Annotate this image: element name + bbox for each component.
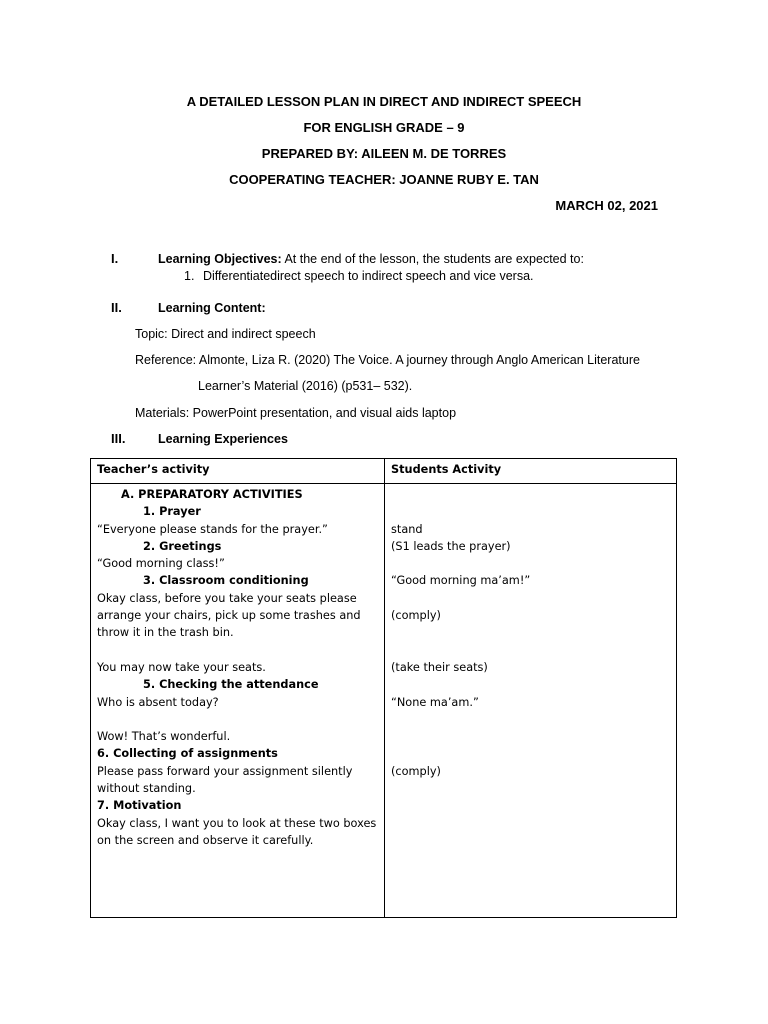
cooperating-teacher-line: COOPERATING TEACHER: JOANNE RUBY E. TAN <box>229 172 539 187</box>
student-activity-line <box>391 832 530 849</box>
column-divider <box>384 459 385 917</box>
teacher-activity-line <box>97 642 376 659</box>
student-activity-line <box>391 728 530 745</box>
student-activity-line <box>391 797 530 814</box>
objectives-text: At the end of the lesson, the students are expected to: <box>281 252 584 266</box>
experiences-label: Learning Experiences <box>158 432 288 446</box>
content-heading <box>158 300 266 316</box>
students-column-header: Students Activity <box>391 463 502 476</box>
teacher-activity-line: Please pass forward your assignment silently <box>97 764 353 778</box>
teacher-activity-line: “Everyone please stands for the prayer.” <box>97 522 328 536</box>
student-activity-line: (take their seats) <box>391 660 488 674</box>
teacher-activity-line: on the screen and observe it carefully. <box>97 833 314 847</box>
teacher-activity-line: Okay class, before you take your seats please <box>97 591 357 605</box>
header-divider <box>91 483 676 484</box>
teacher-column-header: Teacher’s activity <box>97 463 210 476</box>
student-activity-line <box>391 590 530 607</box>
section-numeral-content: II. <box>111 300 122 315</box>
student-activity-line <box>391 486 530 503</box>
teacher-activity-line: Wow! That’s wonderful. <box>97 730 231 744</box>
reference-continuation: Learner’s Material (2016) (p531– 532). <box>198 379 413 393</box>
teacher-activity-line: 5. Checking the attendance <box>143 678 319 692</box>
teacher-activity-line: throw it in the trash bin. <box>97 626 234 640</box>
teacher-activity-line <box>97 711 376 728</box>
student-activity-line <box>391 676 530 693</box>
student-activity-line: (comply) <box>391 764 441 778</box>
student-activity-line: “Good morning ma’am!” <box>391 574 531 588</box>
teacher-activity-line: “Good morning class!” <box>97 557 225 571</box>
student-activity-line <box>391 815 530 832</box>
content-label: Learning Content: <box>158 301 266 315</box>
topic-line: Topic: Direct and indirect speech <box>135 327 316 341</box>
teacher-activity-line: A. PREPARATORY ACTIVITIES <box>121 488 303 501</box>
section-numeral-objectives: I. <box>111 251 119 266</box>
objective-item-number: 1. <box>184 269 195 283</box>
student-activity-line: “None ma’am.” <box>391 695 479 709</box>
student-activity-line <box>391 624 530 641</box>
teacher-activity-line: 1. Prayer <box>143 505 201 519</box>
teacher-activity-line: You may now take your seats. <box>97 660 266 674</box>
student-activity-line: (S1 leads the prayer) <box>391 539 511 553</box>
materials-line: Materials: PowerPoint presentation, and visual aids laptop <box>135 406 457 420</box>
experiences-heading <box>158 431 288 447</box>
student-activity-line <box>391 745 530 762</box>
teacher-activity-line: 7. Motivation <box>97 799 182 813</box>
teacher-activity-line: 6. Collecting of assignments <box>97 747 278 761</box>
objectives-line <box>158 251 584 267</box>
reference-line: Reference: Almonte, Liza R. (2020) The Voice. A journey through Anglo American Literature <box>135 353 640 367</box>
teacher-activity-cell <box>97 486 376 849</box>
teacher-activity-line: arrange your chairs, pick up some trashes and <box>97 609 361 623</box>
grade-line: FOR ENGLISH GRADE – 9 <box>303 120 465 135</box>
teacher-activity-line: 2. Greetings <box>143 539 222 553</box>
student-activity-line <box>391 503 530 520</box>
objective-item-text: Differentiatedirect speech to indirect speech and vice versa. <box>203 269 534 283</box>
teacher-activity-line: without standing. <box>97 782 196 796</box>
teacher-activity-line: 3. Classroom conditioning <box>143 574 309 588</box>
student-activity-line <box>391 711 530 728</box>
student-activity-cell <box>391 486 530 849</box>
prepared-by-line: PREPARED BY: AILEEN M. DE TORRES <box>261 146 507 161</box>
document-title: A DETAILED LESSON PLAN IN DIRECT AND INDIRECT SPEECH <box>186 94 582 109</box>
section-numeral-experiences: III. <box>111 431 126 446</box>
teacher-activity-line: Okay class, I want you to look at these two boxes <box>97 816 377 830</box>
student-activity-line: (comply) <box>391 609 441 623</box>
activities-table <box>90 458 677 918</box>
student-activity-line <box>391 780 530 797</box>
student-activity-line <box>391 642 530 659</box>
objectives-label: Learning Objectives: <box>158 252 282 266</box>
student-activity-line <box>391 555 530 572</box>
student-activity-line: stand <box>391 522 423 536</box>
lesson-date: MARCH 02, 2021 <box>555 198 658 213</box>
teacher-activity-line: Who is absent today? <box>97 695 219 709</box>
